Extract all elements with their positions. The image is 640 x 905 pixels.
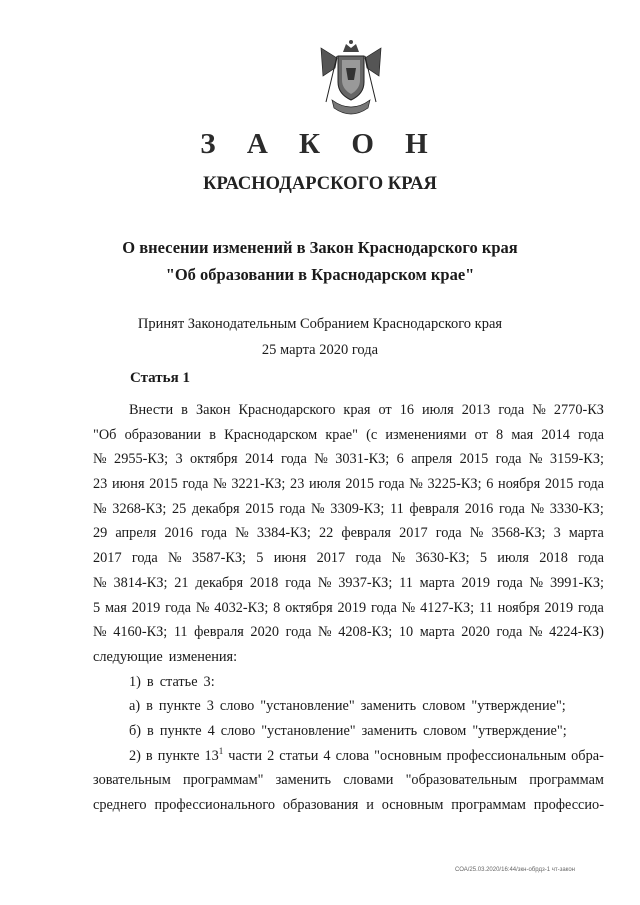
text-line [93, 497, 604, 522]
word: части [228, 747, 263, 764]
text-line [93, 670, 604, 695]
article-heading: Статья 1 [130, 370, 190, 386]
word: декабря [195, 574, 244, 591]
document-stamp: СОА/25.03.2020/16:44/зкн-обрдз-1 чт-закон [455, 867, 575, 873]
word: 2015 [149, 476, 178, 493]
word: 2015 [245, 500, 274, 517]
word: 6 [486, 476, 494, 493]
word: 2020 [250, 624, 280, 641]
word: 2017 [93, 550, 122, 567]
word: марта [568, 525, 604, 542]
word: (с [366, 426, 378, 443]
word: 3159-КЗ; [549, 451, 604, 468]
word: 11 [173, 624, 188, 641]
text-line [93, 793, 604, 818]
word: Краснодарского [238, 402, 336, 418]
word: 2015 [459, 451, 489, 468]
word: 5 [256, 550, 264, 567]
word: профессио- [533, 797, 604, 813]
word: 10 [398, 624, 414, 641]
text-line [93, 694, 604, 719]
word: следующие [93, 648, 163, 665]
word: основным [381, 797, 444, 813]
word: слова [335, 747, 370, 764]
text-line [93, 423, 604, 448]
law-title-line: "Об образовании в Краснодарском крае" [165, 265, 475, 284]
word: 3225-КЗ; [427, 476, 482, 493]
word: среднего [93, 797, 147, 813]
word: 2017 [316, 550, 346, 567]
word: 2020 [461, 624, 490, 641]
word: года [495, 451, 522, 468]
word: мая [511, 426, 534, 443]
word: 8 [496, 426, 504, 443]
word: мая [104, 599, 127, 616]
word: статьи [279, 747, 319, 764]
text-line [93, 521, 604, 546]
word: 2016 [464, 500, 494, 517]
word: 2014 [541, 426, 570, 443]
word: 11 [389, 500, 404, 517]
text-line [93, 645, 604, 670]
word: года [498, 402, 525, 418]
word: года [280, 451, 307, 468]
word: от [474, 426, 488, 443]
text-line [93, 546, 604, 571]
word: 2770-КЗ [553, 402, 604, 418]
word: 3: [203, 673, 215, 690]
word: 22 [318, 525, 334, 542]
text-line [93, 398, 604, 423]
word: № [213, 476, 227, 493]
word: программам" [182, 772, 264, 789]
article-body [93, 398, 604, 818]
text-line [93, 571, 604, 596]
word: № [168, 550, 182, 567]
word: 2 [267, 747, 275, 764]
word: крае" [325, 426, 358, 443]
text-line [93, 620, 604, 645]
word: года [165, 599, 191, 616]
word: 2018 [249, 574, 279, 591]
word: 25 [171, 500, 187, 517]
word: 5 [93, 599, 101, 616]
word: "установление" [260, 698, 355, 715]
word: 2014 [244, 451, 274, 468]
word: № [93, 624, 107, 641]
word: обра- [571, 747, 604, 764]
word: 1) [129, 673, 141, 690]
krasnodar-coat-of-arms-icon [318, 38, 384, 122]
word: пункте [158, 698, 201, 715]
word: 3630-КЗ; [415, 550, 470, 567]
word: № [311, 500, 325, 517]
word: № [93, 500, 107, 517]
word: Внести [129, 402, 174, 418]
word: программам [451, 797, 526, 813]
word: в [145, 747, 153, 764]
word: 3330-КЗ; [549, 500, 604, 517]
word: "утверждение"; [472, 722, 567, 739]
word: "Об [93, 426, 117, 443]
word: № [532, 402, 546, 418]
text-line [93, 768, 604, 793]
word: № [93, 451, 107, 468]
word: года [370, 599, 397, 616]
word: 3268-КЗ; [112, 500, 167, 517]
law-title [0, 234, 640, 288]
word: № [530, 500, 545, 517]
law-title-line: О внесении изменений в Закон Краснодарского края [122, 238, 518, 257]
word: 3 [206, 698, 214, 715]
word: от [378, 402, 392, 418]
word: изменениями [385, 426, 467, 443]
word: образовании [124, 426, 202, 443]
word: 4127-КЗ; [420, 599, 475, 616]
word: 23 [290, 476, 305, 493]
word: года [279, 500, 306, 517]
word: в [147, 722, 154, 739]
word: декабря [191, 500, 240, 517]
word: июня [273, 550, 307, 567]
word: года [578, 426, 604, 443]
word: № [314, 451, 328, 468]
word: программам [529, 772, 604, 789]
word: марта [419, 574, 455, 591]
word: в [146, 673, 154, 690]
word: 4032-КЗ; [214, 599, 269, 616]
word: 11 [399, 574, 413, 591]
word: пункте [157, 747, 200, 764]
word: июня [111, 476, 145, 493]
word: 2013 [461, 402, 491, 418]
word: ноября [497, 599, 540, 616]
word: 3814-КЗ; [113, 574, 168, 591]
word: октября [285, 599, 333, 616]
word: года [577, 599, 604, 616]
word: 2) [129, 747, 141, 764]
text-line [93, 472, 604, 497]
word: в [209, 426, 217, 443]
word: № [401, 599, 416, 616]
word: июля [309, 476, 341, 493]
word: 3568-КЗ; [491, 525, 546, 542]
word: пункте [159, 722, 202, 739]
word: изменения: [168, 648, 238, 665]
word: 2955-КЗ; [114, 451, 169, 468]
word: словами [343, 772, 394, 789]
word: № [391, 550, 406, 567]
word: года [496, 624, 523, 641]
word: словом [423, 722, 467, 739]
word: 4 [207, 722, 215, 739]
word: 3587-КЗ; [191, 550, 246, 567]
word: июля [422, 402, 454, 418]
word: 3 [175, 451, 183, 468]
word: года [355, 550, 382, 567]
word: № [235, 525, 249, 542]
word: 3 [553, 525, 561, 542]
word: $13^1$ [204, 745, 224, 764]
word: 4160-КЗ; [113, 624, 168, 641]
word: февраля [409, 500, 460, 517]
word: а) [129, 698, 141, 715]
word: года [201, 525, 228, 542]
word: № [195, 599, 210, 616]
document-title: З А К О Н [200, 128, 440, 160]
word: "образовательным [405, 772, 518, 789]
word: слово [219, 698, 255, 715]
word: статье [159, 673, 198, 690]
word: ноября [498, 476, 541, 493]
word: 6 [396, 451, 404, 468]
word: года [498, 500, 525, 517]
word: 4208-КЗ; [338, 624, 393, 641]
word: 8 [273, 599, 281, 616]
word: заменить [361, 722, 418, 739]
text-line [93, 596, 604, 621]
word: 2019 [131, 599, 161, 616]
word: марта [419, 624, 455, 641]
word: № [318, 624, 332, 641]
word: 2018 [539, 550, 568, 567]
word: 11 [478, 599, 493, 616]
word: и [366, 797, 374, 813]
text-line [93, 744, 604, 769]
word: Закон [195, 402, 231, 418]
text-line [93, 447, 604, 472]
word: края [343, 402, 371, 418]
word: зовательным [93, 772, 171, 789]
word: года [496, 574, 523, 591]
word: 5 [479, 550, 487, 567]
word: февраля [194, 624, 244, 641]
word: 2019 [544, 599, 574, 616]
word: 3221-КЗ; [231, 476, 286, 493]
word: б) [129, 722, 142, 739]
word: "утверждение"; [471, 698, 566, 715]
word: 2019 [461, 574, 491, 591]
word: 29 [93, 525, 108, 542]
word: слово [220, 722, 256, 739]
word: "основным [374, 747, 442, 764]
word: июля [497, 550, 529, 567]
word: профессиональным [446, 747, 567, 764]
word: в [181, 402, 188, 418]
word: № [409, 476, 423, 493]
word: 2016 [164, 525, 194, 542]
word: "установление" [261, 722, 356, 739]
word: 3031-КЗ; [335, 451, 390, 468]
text-line [93, 719, 604, 744]
word: года [285, 574, 312, 591]
word: словом [422, 698, 466, 715]
word: 2015 [345, 476, 374, 493]
word: апреля [411, 451, 453, 468]
word: № [528, 624, 543, 641]
word: Краснодарском [224, 426, 318, 443]
word: в [146, 698, 153, 715]
word: апреля [115, 525, 157, 542]
word: заменить [275, 772, 332, 789]
word: № [529, 574, 544, 591]
adoption-note [0, 311, 640, 363]
word: 4 [323, 747, 331, 764]
word: 2019 [337, 599, 367, 616]
word: года [285, 624, 312, 641]
word: 2017 [399, 525, 428, 542]
region-name: КРАСНОДАРСКОГО КРАЯ [203, 174, 437, 194]
word: 3937-КЗ; [338, 574, 393, 591]
word: образования [282, 797, 359, 813]
word: № [93, 574, 107, 591]
word: 23 [93, 476, 108, 493]
word: 2015 [544, 476, 574, 493]
word: года [578, 476, 604, 493]
word: 3991-КЗ; [549, 574, 604, 591]
word: заменить [360, 698, 417, 715]
word: № [469, 525, 484, 542]
adoption-line: Принят Законодательным Собранием Краснодарского края [137, 316, 503, 332]
word: февраля [341, 525, 392, 542]
word: 16 [399, 402, 414, 418]
adoption-date: 25 марта 2020 года [261, 342, 379, 358]
word: 4224-КЗ) [549, 624, 604, 641]
word: октября [190, 451, 238, 468]
word: 21 [174, 574, 189, 591]
word: года [378, 476, 405, 493]
word: года [578, 550, 604, 567]
word: года [131, 550, 158, 567]
word: № [317, 574, 332, 591]
word: 3309-КЗ; [330, 500, 385, 517]
word: года [435, 525, 462, 542]
word: года [182, 476, 209, 493]
word: 3384-КЗ; [256, 525, 311, 542]
word: профессионального [154, 797, 276, 813]
word: № [528, 451, 543, 468]
